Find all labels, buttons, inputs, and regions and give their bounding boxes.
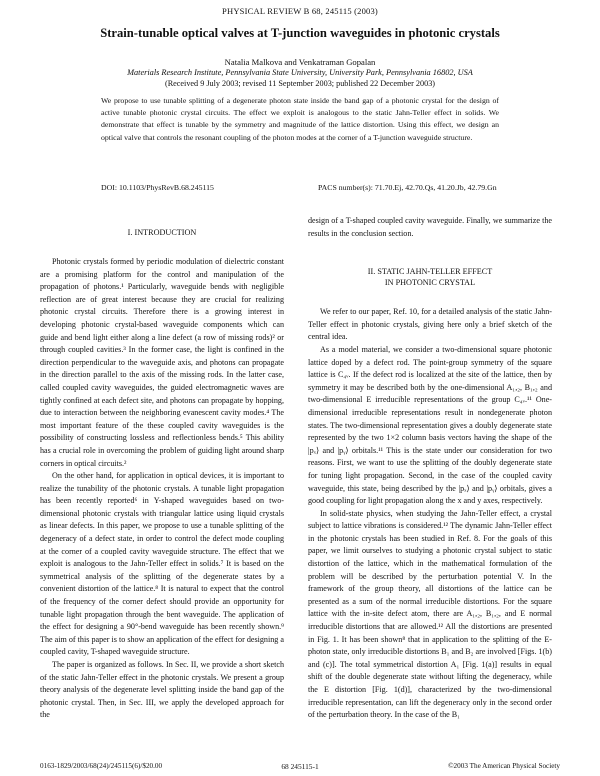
paper-title: Strain-tunable optical valves at T-junction waveguides in photonic crystals [100, 26, 500, 40]
authors: Natalia Malkova and Venkatraman Gopalan [224, 57, 376, 67]
footer-page-number: 68 245115-1 [281, 762, 319, 771]
section2-paragraph-3: In solid-state physics, when studying the Jahn-Teller effect, a crystal subject to lattice vibrations is considered.¹² The dynamic Jahn-Teller effect in the photonic crystals has been studied in Ref. 8. For the goals of this paper, we limit ourselves to studying a photonic crystal subject to static distortion of the lattice, which in the mathematical formulation of the problem will be described by the perturbation potential V. In the framework of the group theory, all distortions of the lattice can be presented as a sum of the normal irreducible distortions. For the square lattice with the in-site defect atom, there are A₁,₂, B₁,₂, and E normal irreducible distortions that are allowed.¹² All the distortions are presented in Fig. 1. It has been shown⁸ that in application to the splitting of the E-photon state, only irreducible distortions B₁ and B₂ are involved [Figs. 1(b) and (c)]. The total symmetrical distortion A₁ [Fig. 1(a)] results in equal shift of the double degenerate state without lifting the degeneracy, while the E distortion [Fig. 1(d)], characterized by the two-dimensional irreducible representation, can lift the degeneracy only in the second order of the perturbation theory. In the case of the B₁ [308, 508, 552, 720]
abstract: We propose to use tunable splitting of a degenerate photon state inside the band gap of a photonic crystal for the design of active tunable photonic crystal circuits. The effect we exploit is analogous to the static Jahn-Teller effect in solids. We demonstrate that effect is tunable by the symmetry and magnitude of the lattice distortion. Using this effect, we design an optical valve that controls the resonant coupling of the photon modes at the corner of a T-junction waveguide structure. [101, 96, 499, 142]
affiliation: Materials Research Institute, Pennsylvania State University, University Park, Pennsylvania 16802, USA [127, 68, 473, 77]
left-column [40, 215, 284, 722]
intro-paragraph-2: On the other hand, for application in optical devices, it is important to realize the tunability of the photonic crystals. A tunable light propagation has been recently reported⁶ in Y-shaped waveguides based on two-dimensional photonic crystals with triangular lattice using liquid crystals as linear defects. In this paper, we propose to use a tunable splitting of the degeneracy of a defect state, in order to control the defect mode coupling at the corner of a coupled cavity waveguide structure. The effect that we exploit is analogous to the Jahn-Teller effect in solids.⁷ It is based on the symmetrical analysis of the splitting of the degenerate states by a convenient distortion of the lattice.⁸ It is natural to expect that the control of the frequency of the corner defect should provide an opportunity for tunable light propagation through the bent waveguide. The application of the effect for designing a 90°-bend waveguide has been recently shown.⁹ The aim of this paper is to show an application of the effect for designing a coupled cavity, T-shaped waveguide structure. [40, 471, 284, 657]
section2-heading [308, 266, 552, 288]
intro-continuation: design of a T-shaped coupled cavity waveguide. Finally, we summarize the results in the conclusion section. [308, 216, 552, 238]
pacs-numbers: PACS number(s): 71.70.Ej, 42.70.Qs, 41.20.Jb, 42.79.Gn [318, 183, 497, 192]
section2-paragraph-2: As a model material, we consider a two-dimensional square photonic lattice doped by a defect rod. The point-group symmetry of the square lattice is C₄ᵥ. If the defect rod is localized at the site of the lattice, then by symmetry it may be described both by the one-dimensional A₁,₂, B₁,₂ and two-dimensional E irreducible representations of the group C₄ᵥ.¹¹ One-dimensional irreducible representations result in nondegenerate photon states. The two-dimensional representation gives a doubly degenerate state represented by the two 1×2 column basis vectors having the shape of the |pₓ⟩ and |pᵧ⟩ orbitals.¹¹ This is the state under our consideration for two reasons. First, we want to use the splitting of the doubly degenerate state for tuning light propagation. Second, in the case of the coupled cavity waveguide, this state, being described by the |pₓ⟩ and |pᵧ⟩ orbitals, gives a good coupling for light propagation along the x and y axes, respectively. [308, 344, 552, 506]
intro-paragraph-1: Photonic crystals formed by periodic modulation of dielectric constant are a promising platform for the control and manipulation of the propagation of photons.¹ Particularly, waveguide bends with negligible reflection are of great interest because they are crucial for realizing photonic crystal circuits. Therefore there is a growing interest in developing photonic crystal-based waveguide components which can guide and bend light either along a line defect (a row of missing rods)² or through coupled cavities.³ In the former case, the light is confined in the direction perpendicular to the waveguide axis, and photons can propagate in the direction parallel to the axis of the missing rods. In the latter case, called coupled cavity waveguides, the guided electromagnetic waves are tightly confined at each defect site, and photons can propagate by hopping, due to interaction between the neighboring evanescent cavity modes.⁴ The most important feature of the these coupled cavity waveguides is the possibility of constructing lossless and reflectionless bends.⁵ This ability has a crucial role in overcoming the problem of guiding light around sharp corners in optical circuits.² [40, 257, 284, 468]
received-dates: (Received 9 July 2003; revised 11 September 2003; published 22 December 2003) [164, 79, 436, 88]
footer-copyright: ©2003 The American Physical Society [448, 762, 560, 770]
intro-paragraph-3: The paper is organized as follows. In Sec. II, we provide a short sketch of the static Jahn-Teller effect in the photonic crystals. We present a group theory analysis of the degenerate level splitting inside the band gap of the photonic crystal. Then, in Sec. III, we apply the developed approach for the [40, 660, 284, 720]
footer-issn: 0163-1829/2003/68(24)/245115(6)/$20.00 [40, 762, 163, 770]
section2-heading-line1: II. STATIC JAHN-TELLER EFFECT [367, 267, 493, 277]
section2-heading-line2: IN PHOTONIC CRYSTAL [384, 278, 476, 288]
journal-header: PHYSICAL REVIEW B 68, 245115 (2003) [222, 6, 378, 16]
doi[interactable]: DOI: 10.1103/PhysRevB.68.245115 [101, 183, 214, 192]
section2-paragraph-1: We refer to our paper, Ref. 10, for a detailed analysis of the static Jahn-Teller effect in photonic crystals, giving here only a brief sketch of the central idea. [308, 307, 552, 342]
intro-heading: I. INTRODUCTION [127, 228, 197, 237]
right-column [308, 215, 552, 722]
